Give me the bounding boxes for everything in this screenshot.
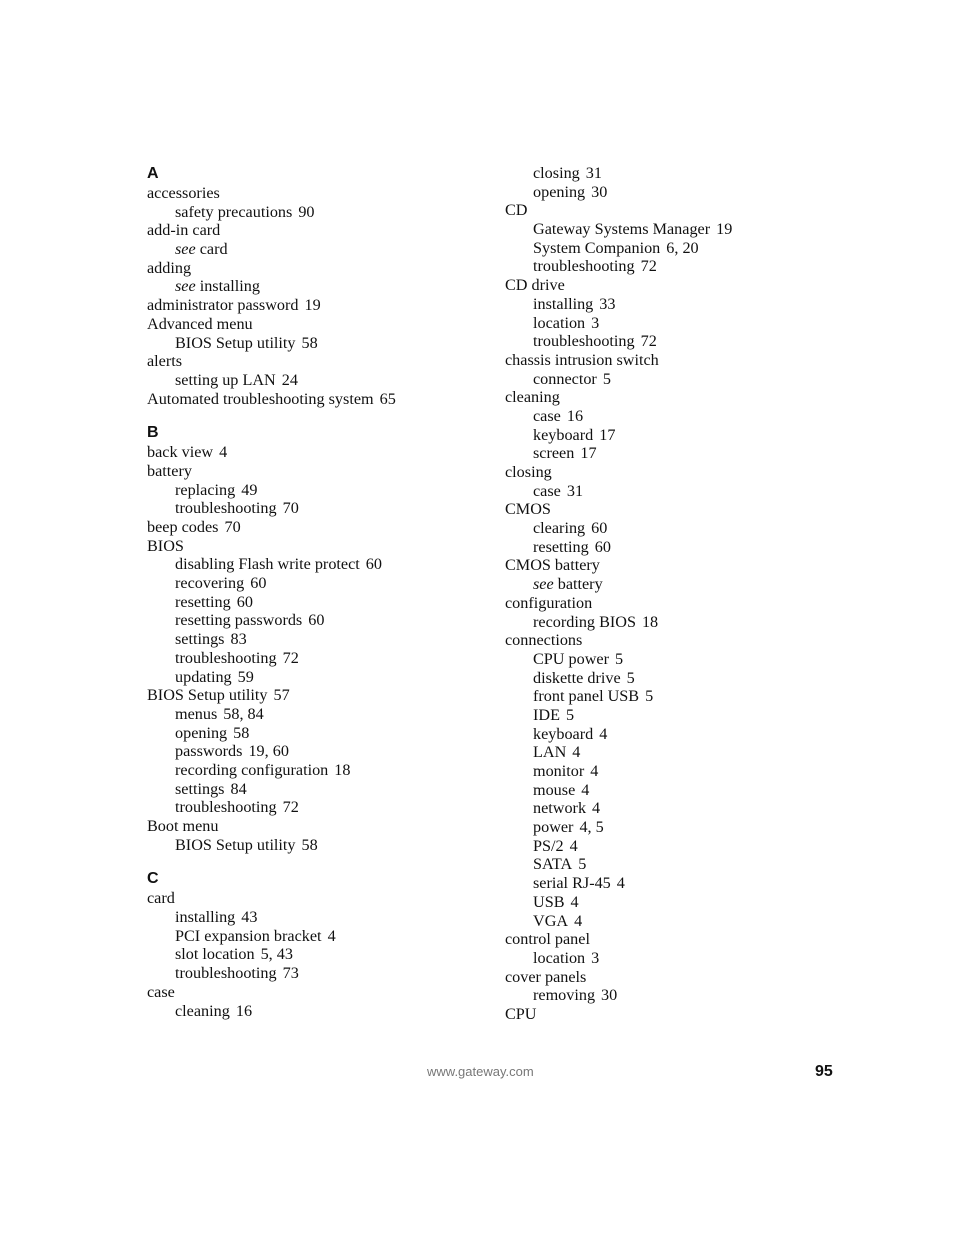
index-subentry-battery: [505, 575, 825, 594]
page-reference: 58: [301, 333, 318, 352]
index-subentry-connector: [505, 370, 825, 389]
see-reference: see: [175, 277, 196, 296]
index-subentry-recording-bios: [505, 613, 825, 632]
page-reference: 16: [235, 1001, 253, 1020]
index-term: menus: [175, 704, 218, 723]
index-term: installing: [533, 294, 594, 313]
page-reference: 4, 5: [579, 818, 604, 837]
index-term: add-in card: [147, 221, 221, 240]
index-term: CMOS: [505, 500, 551, 519]
index-term: mouse: [533, 780, 576, 799]
page-reference: 60: [250, 574, 267, 593]
index-term: CPU power: [533, 649, 609, 668]
index-entry-chassis-intrusion-switch: [505, 351, 825, 370]
index-term: opening: [175, 723, 228, 742]
page-reference: 43: [241, 908, 258, 927]
index-entry-control-panel: [505, 930, 825, 949]
index-term: BIOS Setup utility: [147, 686, 268, 705]
page-reference: 4: [570, 892, 579, 911]
index-entry-cleaning: [505, 388, 825, 407]
index-subentry-disabling-flash-write-protect: [147, 555, 487, 574]
index-subentry-sata: [505, 855, 825, 874]
index-entry-bios: [147, 537, 487, 556]
index-entry-automated-troubleshooting-system: [147, 390, 487, 409]
index-term: connector: [533, 369, 597, 388]
index-entry-cd-drive: [505, 276, 825, 295]
index-subentry-installing: [147, 908, 487, 927]
page-reference: 4: [572, 743, 581, 762]
index-term: troubleshooting: [175, 499, 277, 518]
index-subentry-bios-setup-utility: [147, 836, 487, 855]
page-reference: 70: [224, 518, 241, 536]
index-subentry-system-companion: [505, 239, 825, 258]
page-reference: 90: [298, 202, 315, 221]
index-subentry-slot-location: [147, 945, 487, 964]
index-term: System Companion: [533, 238, 661, 257]
index-subentry-gateway-systems-manager: [505, 220, 825, 239]
index-subentry-lan: [505, 743, 825, 762]
index-subentry-ps-2: [505, 837, 825, 856]
index-term: control panel: [505, 930, 590, 949]
index-subentry-troubleshooting: [147, 499, 487, 518]
index-term: troubleshooting: [175, 648, 277, 667]
index-term: serial RJ-45: [533, 874, 611, 893]
index-subentry-bios-setup-utility: [147, 334, 487, 353]
index-term: resetting passwords: [175, 611, 303, 630]
index-subentry-cpu-power: [505, 650, 825, 669]
index-term: removing: [533, 986, 596, 1005]
page-reference: 4: [574, 911, 583, 930]
index-subentry-recovering: [147, 574, 487, 593]
page-reference: 5: [578, 855, 587, 874]
index-term: location: [533, 313, 586, 332]
index-term: troubleshooting: [175, 964, 277, 983]
page-reference: 5: [602, 369, 611, 388]
index-term: Automated troubleshooting system: [147, 389, 374, 408]
index-term: updating: [175, 667, 232, 686]
page-reference: 72: [282, 798, 299, 817]
index-term: case: [147, 982, 175, 1001]
page-reference: 5: [565, 705, 575, 724]
index-subentry-resetting: [505, 538, 825, 557]
index-entry-beep-codes: [147, 518, 487, 537]
page-reference: 57: [273, 686, 290, 705]
index-subentry-settings: [147, 630, 487, 649]
page-reference: 4: [592, 799, 601, 818]
page-reference: 18: [334, 760, 351, 779]
page-reference: 58: [233, 723, 250, 742]
page-number: 95: [815, 1063, 833, 1080]
index-term: battery: [147, 461, 192, 480]
index-term: administrator password: [147, 296, 299, 315]
page-reference: 72: [282, 648, 299, 667]
index-term: configuration: [505, 593, 593, 612]
index-subentry-safety-precautions: [147, 203, 487, 222]
index-subentry-keyboard: [505, 426, 825, 445]
index-term: passwords: [175, 742, 243, 761]
index-term: installing: [175, 908, 236, 927]
index-entry-bios-setup-utility: [147, 686, 487, 705]
index-term: case: [533, 406, 561, 425]
index-term: cleaning: [175, 1001, 230, 1020]
page-reference: 60: [594, 537, 611, 556]
index-subentry-location: [505, 314, 825, 333]
index-subentry-ide: [505, 706, 825, 725]
index-term: chassis intrusion switch: [505, 350, 659, 369]
index-subentry-passwords: [147, 742, 487, 761]
index-subentry-troubleshooting: [147, 798, 487, 817]
index-subentry-opening: [147, 724, 487, 743]
page-reference: 4: [590, 762, 599, 780]
page-reference: 60: [365, 555, 382, 574]
index-term: settings: [175, 630, 225, 649]
index-term: resetting: [533, 537, 589, 556]
index-entry-administrator-password: [147, 296, 487, 315]
index-subentry-troubleshooting: [505, 257, 825, 276]
page-reference: 24: [281, 370, 298, 389]
see-reference: see: [175, 240, 196, 259]
index-entry-connections: [505, 631, 825, 650]
page-reference: 72: [640, 332, 657, 351]
index-subentry-recording-configuration: [147, 761, 487, 780]
index-entry-cover-panels: [505, 968, 825, 987]
index-term: cleaning: [505, 388, 560, 407]
index-term: card: [147, 889, 175, 908]
page-reference: 31: [566, 481, 584, 500]
index-subentry-front-panel-usb: [505, 687, 825, 706]
page-reference: 6, 20: [666, 238, 699, 257]
index-entry-alerts: [147, 352, 487, 371]
index-term: CPU: [505, 1004, 537, 1023]
index-term: monitor: [533, 762, 585, 780]
index-entry-add-in-card: [147, 221, 487, 240]
index-term: Gateway Systems Manager: [533, 220, 711, 239]
page-reference: 72: [640, 257, 657, 276]
index-subentry-updating: [147, 668, 487, 687]
page-reference: 58, 84: [223, 704, 264, 723]
index-subentry-monitor: [505, 762, 825, 781]
page-reference: 60: [236, 592, 253, 611]
index-term: settings: [175, 779, 225, 798]
page-reference: 5: [626, 668, 635, 687]
index-subentry-clearing: [505, 519, 825, 538]
index-subentry-settings: [147, 780, 487, 799]
see-reference: see: [533, 575, 554, 594]
index-term: CD: [505, 201, 528, 220]
page-reference: 4: [581, 780, 590, 799]
index-subentry-resetting-passwords: [147, 611, 487, 630]
page-reference: 18: [641, 612, 659, 631]
index-subentry-replacing: [147, 481, 487, 500]
index-subentry-card: [147, 240, 487, 259]
index-term: replacing: [175, 480, 236, 499]
index-entry-configuration: [505, 594, 825, 613]
index-subentry-installing: [147, 277, 487, 296]
index-term: opening: [533, 182, 586, 201]
index-subentry-power: [505, 818, 825, 837]
index-entry-case: [147, 983, 487, 1002]
section-letter-b: B: [147, 424, 159, 442]
index-term: keyboard: [533, 425, 594, 444]
index-subentry-case: [505, 482, 825, 501]
index-subentry-network: [505, 799, 825, 818]
index-term: beep codes: [147, 518, 219, 536]
index-term: keyboard: [533, 724, 594, 743]
page-reference: 5: [645, 687, 654, 706]
index-term: troubleshooting: [175, 798, 277, 817]
index-term: CD drive: [505, 276, 565, 295]
page-reference: 16: [566, 406, 584, 425]
page-reference: 30: [591, 182, 608, 201]
index-term: IDE: [533, 705, 560, 724]
index-entry-closing: [505, 463, 825, 482]
index-subentry-vga: [505, 912, 825, 931]
index-subentry-setting-up-lan: [147, 371, 487, 390]
index-entry-battery: [147, 462, 487, 481]
index-term: clearing: [533, 519, 586, 538]
index-subentry-location: [505, 949, 825, 968]
page-reference: 70: [282, 499, 299, 518]
index-term: closing: [533, 164, 580, 182]
index-term: recording configuration: [175, 760, 329, 779]
index-term: accessories: [147, 184, 220, 202]
index-term: back view: [147, 443, 214, 462]
page-reference: 4: [616, 874, 625, 893]
index-term: VGA: [533, 911, 569, 930]
index-subentry-case: [505, 407, 825, 426]
section-letter-a: A: [147, 165, 159, 182]
index-subentry-troubleshooting: [147, 649, 487, 668]
index-entry-cmos-battery: [505, 556, 825, 575]
index-term: BIOS Setup utility: [175, 835, 296, 854]
index-term: card: [199, 240, 228, 259]
index-term: troubleshooting: [533, 332, 635, 351]
page-reference: 4: [327, 926, 336, 945]
index-term: Advanced menu: [147, 314, 253, 333]
page-reference: 73: [282, 964, 299, 983]
index-subentry-diskette-drive: [505, 669, 825, 688]
index-term: installing: [199, 277, 260, 296]
index-term: recovering: [175, 574, 245, 593]
page-reference: 5: [615, 649, 624, 668]
index-column-left: [147, 164, 487, 1020]
index-term: diskette drive: [533, 668, 621, 687]
page-reference: 19: [716, 220, 733, 239]
page-reference: 49: [241, 480, 258, 499]
page-reference: 60: [591, 519, 608, 538]
index-subentry-serial-rj-45: [505, 874, 825, 893]
index-term: adding: [147, 258, 192, 277]
index-term: USB: [533, 892, 565, 911]
index-term: alerts: [147, 352, 183, 371]
index-column-right: [505, 164, 825, 1024]
index-term: safety precautions: [175, 202, 293, 221]
index-entry-adding: [147, 259, 487, 278]
index-term: front panel USB: [533, 687, 640, 706]
index-subentry-cleaning: [147, 1002, 487, 1021]
index-subentry-menus: [147, 705, 487, 724]
index-term: BIOS: [147, 536, 184, 555]
index-term: screen: [533, 444, 575, 463]
page-reference: 17: [580, 444, 597, 463]
page-reference: 65: [379, 389, 396, 408]
page-reference: 83: [230, 630, 247, 649]
index-entry-accessories: [147, 184, 487, 203]
index-subentry-opening: [505, 183, 825, 202]
page-reference: 5, 43: [260, 945, 293, 964]
index-term: disabling Flash write protect: [175, 555, 360, 574]
index-subentry-closing: [505, 164, 825, 183]
section-spacer: [147, 854, 487, 869]
page-reference: 31: [585, 164, 602, 182]
index-subentry-mouse: [505, 781, 825, 800]
index-term: case: [533, 481, 561, 500]
index-term: slot location: [175, 945, 255, 964]
index-entry-card: [147, 889, 487, 908]
index-entry-cd: [505, 201, 825, 220]
index-entry-cpu: [505, 1005, 825, 1024]
index-entry-cmos: [505, 500, 825, 519]
page-reference: 4: [569, 836, 578, 855]
index-term: recording BIOS: [533, 612, 636, 631]
index-term: resetting: [175, 592, 231, 611]
index-term: troubleshooting: [533, 257, 635, 276]
index-term: Boot menu: [147, 817, 219, 835]
page-reference: 33: [599, 294, 616, 313]
index-term: power: [533, 818, 574, 837]
section-letter-c: C: [147, 870, 159, 888]
page-reference: 3: [591, 948, 600, 967]
index-term: CMOS battery: [505, 556, 600, 575]
index-term: BIOS Setup utility: [175, 333, 296, 352]
page-reference: 17: [599, 425, 616, 444]
index-subentry-keyboard: [505, 725, 825, 744]
page-reference: 4: [219, 443, 228, 462]
index-subentry-removing: [505, 986, 825, 1005]
index-term: setting up LAN: [175, 370, 276, 389]
index-term: cover panels: [505, 967, 587, 986]
index-subentry-troubleshooting: [147, 964, 487, 983]
page-reference: 58: [301, 835, 318, 854]
index-term: closing: [505, 463, 552, 481]
page-reference: 59: [237, 667, 254, 686]
page-reference: 19, 60: [248, 742, 289, 761]
index-term: SATA: [533, 855, 573, 874]
page-reference: 3: [591, 313, 600, 332]
index-term: battery: [557, 575, 603, 594]
page-reference: 19: [304, 296, 321, 315]
index-entry-boot-menu: [147, 817, 487, 836]
page-reference: 60: [308, 611, 325, 630]
index-subentry-troubleshooting: [505, 332, 825, 351]
index-subentry-screen: [505, 444, 825, 463]
index-term: connections: [505, 631, 583, 650]
index-subentry-installing: [505, 295, 825, 314]
page-reference: 4: [599, 724, 608, 743]
index-subentry-pci-expansion-bracket: [147, 927, 487, 946]
index-term: location: [533, 948, 586, 967]
index-term: PCI expansion bracket: [175, 926, 322, 945]
footer-url: www.gateway.com: [427, 1064, 534, 1079]
section-spacer: [147, 408, 487, 423]
index-term: PS/2: [533, 836, 564, 855]
index-entry-back-view: [147, 443, 487, 462]
index-subentry-usb: [505, 893, 825, 912]
index-subentry-resetting: [147, 593, 487, 612]
page-reference: 30: [601, 986, 618, 1005]
index-term: LAN: [533, 743, 567, 762]
index-entry-advanced-menu: [147, 315, 487, 334]
index-term: network: [533, 799, 587, 818]
page-reference: 84: [230, 779, 247, 798]
